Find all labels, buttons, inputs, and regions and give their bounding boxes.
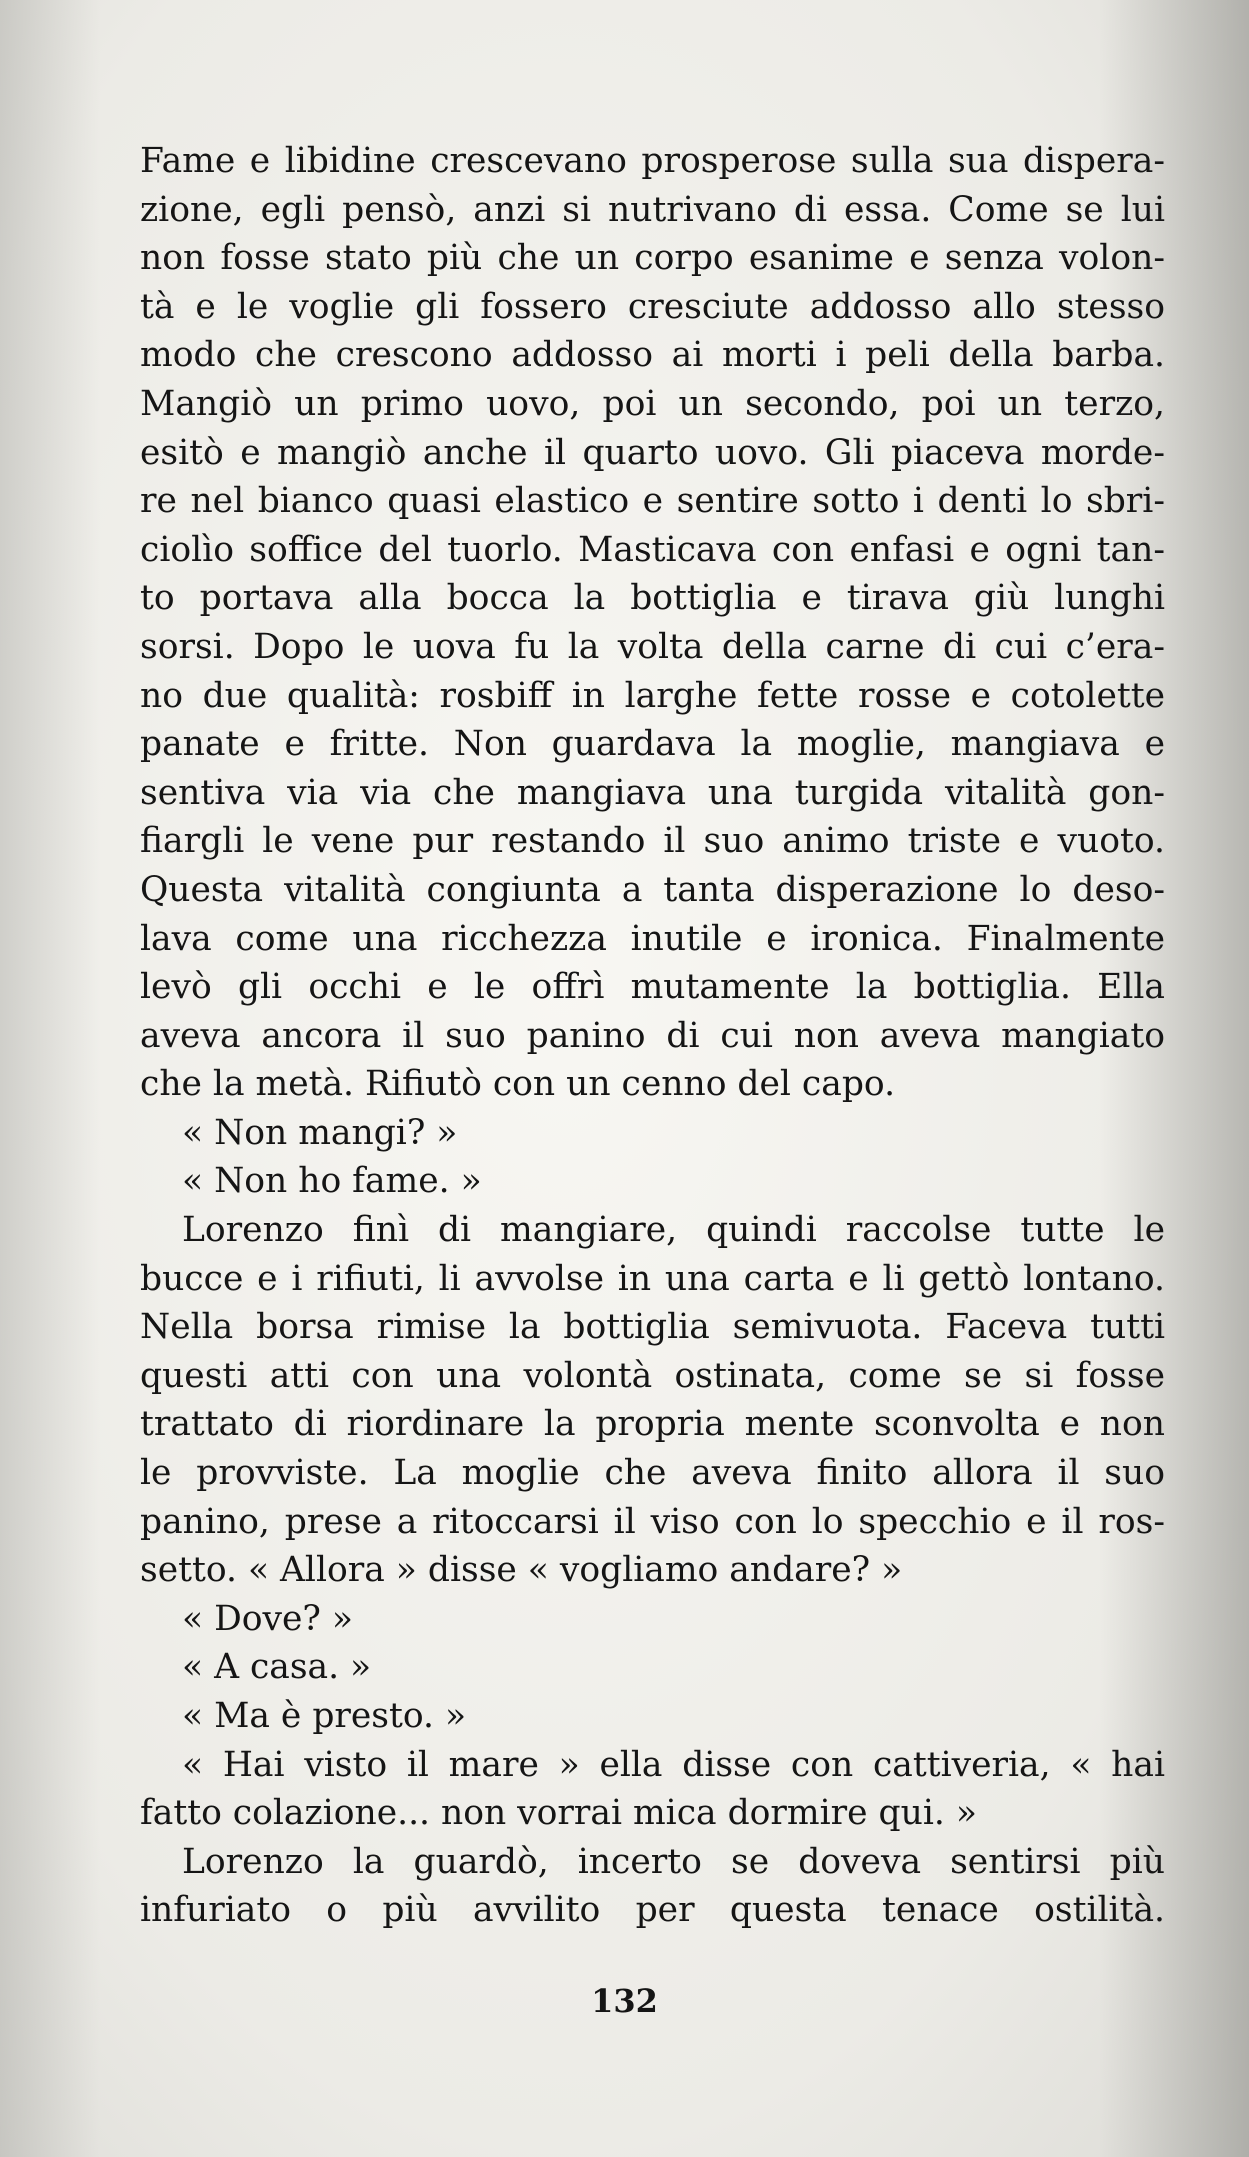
text-line: fatto colazione... non vorrai mica dormire qui. » <box>140 1793 977 1834</box>
text-line: zione, egli pensò, anzi si nutrivano di essa. Come se lui <box>140 189 1165 230</box>
text-line: no due qualità: rosbiff in larghe fette rosse e cotolette <box>140 675 1165 716</box>
text-line: infuriato o più avvilito per questa tenace ostilità. <box>140 1890 1165 1931</box>
text-line: sorsi. Dopo le uova fu la volta della carne di cui c’era- <box>140 626 1165 667</box>
text-line: Lorenzo la guardò, incerto se doveva sentirsi più <box>182 1841 1165 1882</box>
text-line: aveva ancora il suo panino di cui non aveva mangiato <box>140 1015 1165 1056</box>
text-line: « Non mangi? » <box>182 1112 458 1153</box>
text-line: ciolìo soffice del tuorlo. Masticava con enfasi e ogni tan- <box>140 529 1165 570</box>
text-line: lava come una ricchezza inutile e ironica. Finalmente <box>140 918 1165 959</box>
text-line: non fosse stato più che un corpo esanime e senza volon- <box>140 238 1165 279</box>
text-line: to portava alla bocca la bottiglia e tirava giù lunghi <box>140 578 1165 619</box>
text-line: re nel bianco quasi elastico e sentire sotto i denti lo sbri- <box>140 481 1165 522</box>
text-line: tà e le voglie gli fossero cresciute addosso allo stesso <box>140 286 1165 327</box>
text-line: Questa vitalità congiunta a tanta disperazione lo deso- <box>140 869 1165 910</box>
text-line: fiargli le vene pur restando il suo animo triste e vuoto. <box>140 821 1165 862</box>
page-number: 132 <box>591 1982 658 2020</box>
text-line: Fame e libidine crescevano prosperose sulla sua dispera- <box>140 141 1165 181</box>
text-line: « Dove? » <box>182 1598 353 1639</box>
text-line: levò gli occhi e le offrì mutamente la bottiglia. Ella <box>140 967 1165 1008</box>
text-line: setto. « Allora » disse « vogliamo andare? » <box>140 1550 903 1591</box>
text-line: « Non ho fame. » <box>182 1161 482 1202</box>
text-line: modo che crescono addosso ai morti i peli della barba. <box>140 335 1165 376</box>
text-line: Nella borsa rimise la bottiglia semivuota. Faceva tutti <box>140 1307 1165 1348</box>
body-text <box>140 137 1165 1935</box>
text-line: bucce e i rifiuti, li avvolse in una carta e li gettò lontano. <box>140 1258 1165 1299</box>
text-line: Lorenzo finì di mangiare, quindi raccolse tutte le <box>182 1210 1165 1251</box>
text-line: che la metà. Rifiutò con un cenno del capo. <box>140 1064 896 1105</box>
text-line: « A casa. » <box>182 1647 372 1688</box>
text-line: Mangiò un primo uovo, poi un secondo, poi un terzo, <box>140 383 1165 424</box>
text-line: le provviste. La moglie che aveva finito allora il suo <box>140 1453 1165 1494</box>
text-line: panate e fritte. Non guardava la moglie, mangiava e <box>140 724 1165 765</box>
text-line: « Ma è presto. » <box>182 1696 467 1736</box>
text-line: sentiva via via che mangiava una turgida vitalità gon- <box>140 772 1165 813</box>
text-line: esitò e mangiò anche il quarto uovo. Gli piaceva morde- <box>140 432 1165 473</box>
text-line: panino, prese a ritoccarsi il viso con lo specchio e il ros- <box>140 1501 1165 1542</box>
text-line: trattato di riordinare la propria mente sconvolta e non <box>140 1404 1165 1445</box>
text-line: questi atti con una volontà ostinata, come se si fosse <box>140 1355 1165 1396</box>
text-line: « Hai visto il mare » ella disse con cattiveria, « hai <box>182 1744 1165 1785</box>
